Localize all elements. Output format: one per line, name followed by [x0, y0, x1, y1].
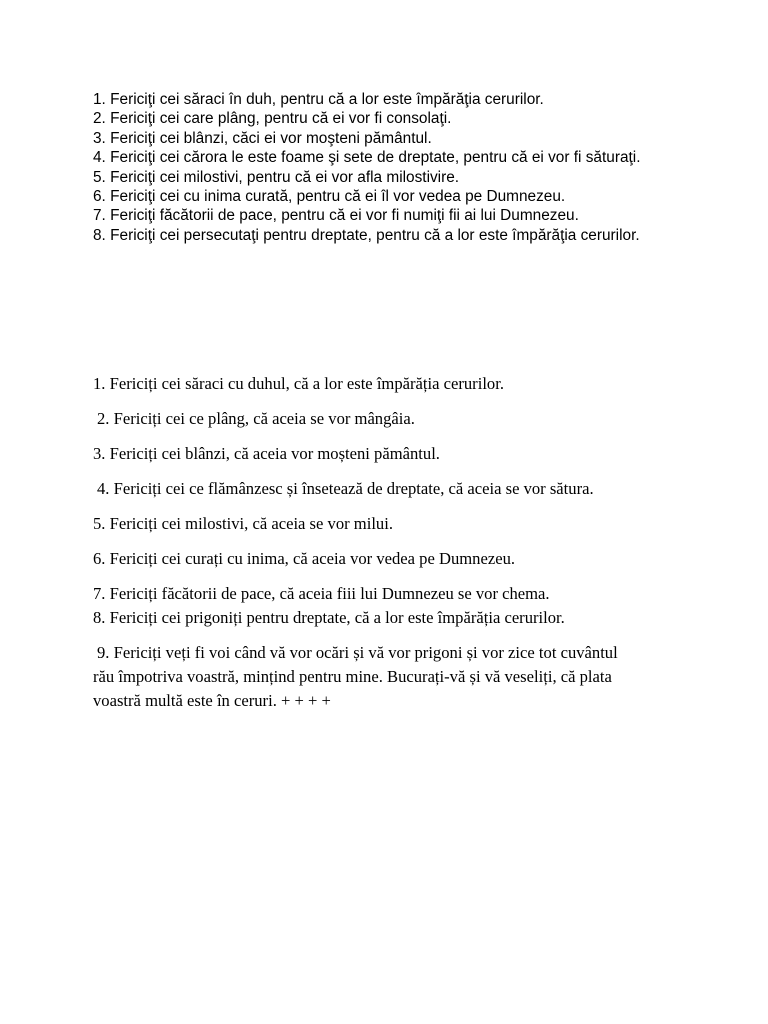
- beatitude-2: 2. Fericiţi cei care plâng, pentru că ei vor fi consolaţi.: [93, 110, 452, 128]
- beatitude-5: 5. Fericiți cei milostivi, că aceia se vor milui.: [93, 514, 393, 533]
- beatitude-4: 4. Fericiți cei ce flămânzesc și însetează de dreptate, că aceia se vor sătura.: [97, 479, 594, 498]
- beatitude-2: 2. Fericiți cei ce plâng, că aceia se vor mângâia.: [97, 409, 415, 428]
- beatitude-8: 8. Fericiţi cei persecutaţi pentru dreptate, pentru că a lor este împărăţia cerurilor.: [93, 226, 640, 244]
- beatitudes-list-modern: [93, 90, 675, 245]
- beatitude-7: 7. Fericiţi făcătorii de pace, pentru că ei vor fi numiţi fii ai lui Dumnezeu.: [93, 207, 579, 225]
- beatitude-8: 8. Fericiți cei prigoniți pentru dreptate, că a lor este împărăția cerurilor.: [93, 608, 565, 627]
- beatitude-1: 1. Fericiţi cei săraci în duh, pentru că a lor este împărăţia cerurilor.: [93, 91, 544, 108]
- beatitude-6: 6. Fericiți cei curați cu inima, că aceia vor vedea pe Dumnezeu.: [93, 549, 516, 568]
- beatitude-6: 6. Fericiţi cei cu inima curată, pentru că ei îl vor vedea pe Dumnezeu.: [93, 188, 566, 206]
- beatitude-3: 3. Fericiți cei blânzi, că aceia vor moșteni pământul.: [93, 444, 440, 463]
- beatitude-9: 9. Fericiți veți fi voi când vă vor ocări și vă vor prigoni și vor zice tot cuvântul rău împotriva voastră, mințind pentru mine. Bucurați-vă și vă veseliți, că plata voastră multă este în ceruri. + + + +: [93, 643, 618, 710]
- beatitude-5: 5. Fericiţi cei milostivi, pentru că ei vor afla milostivire.: [93, 168, 460, 186]
- beatitude-1: 1. Fericiți cei săraci cu duhul, că a lor este împărăția cerurilor.: [93, 374, 504, 393]
- beatitudes-list-traditional: [93, 372, 693, 713]
- beatitude-4: 4. Fericiţi cei cărora le este foame şi sete de dreptate, pentru că ei vor fi săturaţi.: [93, 149, 641, 167]
- beatitude-7: 7. Fericiți făcătorii de pace, că aceia fiii lui Dumnezeu se vor chema.: [93, 584, 550, 603]
- beatitude-3: 3. Fericiţi cei blânzi, căci ei vor moşteni pământul.: [93, 129, 432, 147]
